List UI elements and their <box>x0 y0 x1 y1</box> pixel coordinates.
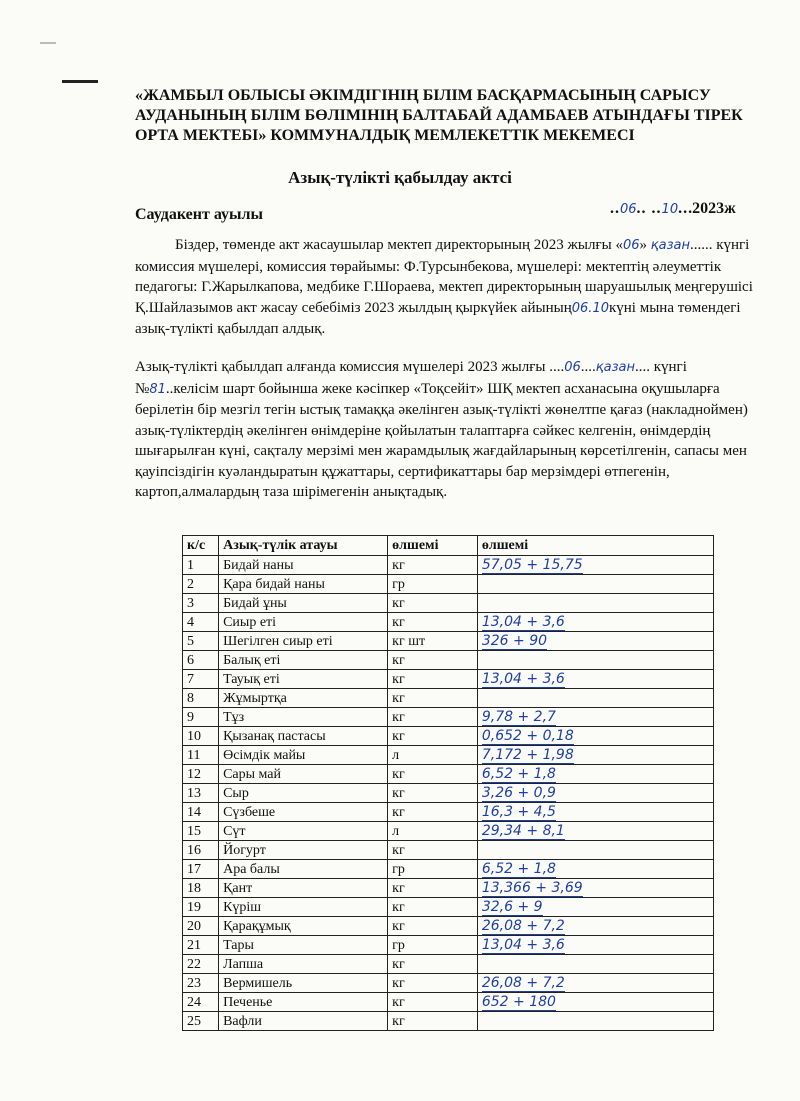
product-amount <box>477 1012 713 1031</box>
product-name: Бидай ұны <box>219 594 388 613</box>
product-amount <box>477 955 713 974</box>
table-row <box>183 879 714 898</box>
row-number: 17 <box>183 860 219 879</box>
product-name: Сүзбеше <box>219 803 388 822</box>
table-row <box>183 727 714 746</box>
product-name: Сары май <box>219 765 388 784</box>
product-unit: кг <box>388 784 478 803</box>
scan-mark <box>62 80 98 83</box>
row-number: 20 <box>183 917 219 936</box>
product-unit: кг <box>388 917 478 936</box>
product-unit: кг <box>388 803 478 822</box>
product-amount <box>477 556 713 575</box>
place-name: Саудакент ауылы <box>135 206 263 223</box>
product-amount <box>477 594 713 613</box>
table-row <box>183 746 714 765</box>
row-number: 24 <box>183 993 219 1012</box>
table-row <box>183 936 714 955</box>
product-amount <box>477 822 713 841</box>
product-unit: кг <box>388 708 478 727</box>
handwritten-amount: 16,3 + 4,5 <box>481 803 556 820</box>
date-day: 06 <box>620 202 637 217</box>
table-row <box>183 613 714 632</box>
row-number: 11 <box>183 746 219 765</box>
product-unit: л <box>388 746 478 765</box>
product-unit: кг <box>388 993 478 1012</box>
product-name: Сыр <box>219 784 388 803</box>
handwritten-amount: 0,652 + 0,18 <box>481 727 574 744</box>
header-amount: өлшемі <box>477 536 713 556</box>
product-name: Бидай наны <box>219 556 388 575</box>
product-name: Ара балы <box>219 860 388 879</box>
handwritten-amount: 29,34 + 8,1 <box>481 822 565 839</box>
product-name: Сиыр еті <box>219 613 388 632</box>
table-row <box>183 955 714 974</box>
product-unit: кг <box>388 727 478 746</box>
paragraph-commission: Біздер, төменде акт жасаушылар мектеп директорының 2023 жылғы «06» қазан...... күнгі комиссия мүшелері, комиссия төрайымы: Ф.Турсынбекова, мүшелері: мектептің әлеуметтік педагогы: Г.Жарылкапова, медбике Г.Шораева, мектеп директорының шаруашылық меңгерушісі Қ.Шайлазымов акт жасау себебіміз 2023 жылдың қыркүйек айының06.10күні мына төмендегі азық-түлікті қабылдап алдық. <box>135 237 753 337</box>
paragraph-acceptance: Азық-түлікті қабылдап алғанда комиссия мүшелері 2023 жылғы ....06....қазан.... күнгі №81..келісім шарт бойынша жеке кәсіпкер «Тоқсейіт» ШҚ мектеп асханасына оқушыларға берілетін бір мезгіл тегін ыстық тамаққа әкелінген азық-түлікті жөнелтпе қағаз (накладноймен) азық-түліктердің әкелінген өнімдеріне қойылатын талаптарға сәйкес келгенін, өнімдердің шығарылған күні, сақталу мерзімі мен жарамдылық жағдайларының көрсетілгенін, сапасы мен қауіпсіздігін куәландыратын құжаттары, сертификаттары бар мерзімдері өтпегенін, картоп,алмалардың таза шірімегенін анықтадық. <box>135 359 748 500</box>
row-number: 6 <box>183 651 219 670</box>
product-name: Шегілген сиыр еті <box>219 632 388 651</box>
product-amount <box>477 765 713 784</box>
product-amount <box>477 974 713 993</box>
product-unit: кг <box>388 689 478 708</box>
row-number: 2 <box>183 575 219 594</box>
product-amount <box>477 898 713 917</box>
product-amount <box>477 651 713 670</box>
handwritten-amount: 326 + 90 <box>481 632 548 649</box>
product-amount <box>477 841 713 860</box>
handwritten-amount: 13,04 + 3,6 <box>481 613 565 630</box>
product-name: Тұз <box>219 708 388 727</box>
product-unit: гр <box>388 860 478 879</box>
row-number: 4 <box>183 613 219 632</box>
table-row <box>183 765 714 784</box>
product-name: Қызанақ пастасы <box>219 727 388 746</box>
row-number: 16 <box>183 841 219 860</box>
row-number: 8 <box>183 689 219 708</box>
product-unit: кг <box>388 1012 478 1031</box>
row-number: 12 <box>183 765 219 784</box>
product-name: Сүт <box>219 822 388 841</box>
handwritten-amount: 26,08 + 7,2 <box>481 917 565 934</box>
product-amount <box>477 917 713 936</box>
scan-speck <box>40 42 56 44</box>
handwritten-amount: 13,04 + 3,6 <box>481 670 565 687</box>
handwritten-amount: 57,05 + 15,75 <box>481 556 583 573</box>
handwritten-date: 06.10 <box>571 300 609 316</box>
row-number: 25 <box>183 1012 219 1031</box>
handwritten-amount: 26,08 + 7,2 <box>481 974 565 991</box>
product-amount <box>477 670 713 689</box>
header-product: Азық-түлік атауы <box>219 536 388 556</box>
table-row <box>183 898 714 917</box>
product-amount <box>477 936 713 955</box>
product-amount <box>477 860 713 879</box>
product-amount <box>477 613 713 632</box>
product-name: Йогурт <box>219 841 388 860</box>
table-row <box>183 841 714 860</box>
product-unit: кг <box>388 765 478 784</box>
product-name: Тауық еті <box>219 670 388 689</box>
organization-name: «ЖАМБЫЛ ОБЛЫСЫ ӘКІМДІГІНІҢ БІЛІМ БАСҚАРМАСЫНЫҢ САРЫСУ АУДАНЫНЫҢ БІЛІМ БӨЛІМІНІҢ БАЛТАБАЙ АДАМБАЕВ АТЫНДАҒЫ ТІРЕК ОРТА МЕКТЕБІ» КОММУНАЛДЫҚ МЕМЛЕКЕТТІК МЕКЕМЕСІ <box>135 87 743 144</box>
product-name: Печенье <box>219 993 388 1012</box>
table-row <box>183 689 714 708</box>
row-number: 9 <box>183 708 219 727</box>
row-number: 23 <box>183 974 219 993</box>
product-unit: кг <box>388 670 478 689</box>
product-unit: кг <box>388 898 478 917</box>
product-unit: кг <box>388 556 478 575</box>
table-row <box>183 993 714 1012</box>
product-name: Қант <box>219 879 388 898</box>
handwritten-amount: 9,78 + 2,7 <box>481 708 556 725</box>
table-row <box>183 594 714 613</box>
product-unit: кг <box>388 651 478 670</box>
product-unit: л <box>388 822 478 841</box>
table-row <box>183 708 714 727</box>
handwritten-amount: 32,6 + 9 <box>481 898 543 915</box>
table-row <box>183 803 714 822</box>
row-number: 5 <box>183 632 219 651</box>
product-name: Лапша <box>219 955 388 974</box>
handwritten-day-2: 06 <box>564 360 581 375</box>
row-number: 15 <box>183 822 219 841</box>
row-number: 13 <box>183 784 219 803</box>
product-unit: кг <box>388 879 478 898</box>
table-row <box>183 822 714 841</box>
row-number: 10 <box>183 727 219 746</box>
product-amount <box>477 632 713 651</box>
table-row <box>183 575 714 594</box>
table-row <box>183 917 714 936</box>
handwritten-amount: 6,52 + 1,8 <box>481 765 556 782</box>
product-name: Вафли <box>219 1012 388 1031</box>
product-amount <box>477 689 713 708</box>
product-amount <box>477 784 713 803</box>
product-amount <box>477 708 713 727</box>
product-name: Жұмыртқа <box>219 689 388 708</box>
table-row <box>183 974 714 993</box>
product-unit: кг шт <box>388 632 478 651</box>
table-row <box>183 651 714 670</box>
handwritten-day: 06 <box>622 238 640 253</box>
handwritten-amount: 7,172 + 1,98 <box>481 746 574 763</box>
product-unit: гр <box>388 936 478 955</box>
product-name: Күріш <box>219 898 388 917</box>
handwritten-amount: 13,366 + 3,69 <box>481 879 583 896</box>
handwritten-contract-number: 81 <box>149 381 166 397</box>
row-number: 3 <box>183 594 219 613</box>
product-unit: гр <box>388 575 478 594</box>
product-unit: кг <box>388 974 478 993</box>
row-number: 21 <box>183 936 219 955</box>
table-row <box>183 1012 714 1031</box>
header-number: к/с <box>183 536 219 556</box>
date-year: .2023ж <box>688 200 736 217</box>
products-table <box>182 535 714 1031</box>
row-number: 22 <box>183 955 219 974</box>
table-row <box>183 556 714 575</box>
handwritten-amount: 652 + 180 <box>481 993 556 1010</box>
product-amount <box>477 575 713 594</box>
handwritten-amount: 3,26 + 0,9 <box>481 784 556 801</box>
row-number: 7 <box>183 670 219 689</box>
document-title: Азық-түлікті қабылдау актсі <box>288 168 512 187</box>
product-amount <box>477 803 713 822</box>
product-name: Қарақұмық <box>219 917 388 936</box>
product-name: Балық еті <box>219 651 388 670</box>
product-amount <box>477 727 713 746</box>
product-unit: кг <box>388 613 478 632</box>
product-amount <box>477 993 713 1012</box>
product-name: Қара бидай наны <box>219 575 388 594</box>
table-header-row <box>183 536 714 556</box>
header-unit: өлшемі <box>388 536 478 556</box>
product-unit: кг <box>388 841 478 860</box>
table-row <box>183 632 714 651</box>
table-row <box>183 860 714 879</box>
handwritten-amount: 13,04 + 3,6 <box>481 936 565 953</box>
table-row <box>183 670 714 689</box>
product-amount <box>477 879 713 898</box>
product-name: Вермишель <box>219 974 388 993</box>
date-month: 10 <box>661 202 679 217</box>
product-amount <box>477 746 713 765</box>
row-number: 14 <box>183 803 219 822</box>
product-unit: кг <box>388 955 478 974</box>
row-number: 19 <box>183 898 219 917</box>
handwritten-month: қазан <box>650 238 690 253</box>
table-row <box>183 784 714 803</box>
product-name: Тары <box>219 936 388 955</box>
product-unit: кг <box>388 594 478 613</box>
row-number: 1 <box>183 556 219 575</box>
product-name: Өсімдік майы <box>219 746 388 765</box>
handwritten-amount: 6,52 + 1,8 <box>481 860 556 877</box>
handwritten-month-2: қазан <box>595 360 635 375</box>
document-date: ..06.. ..10...2023ж <box>610 200 736 217</box>
row-number: 18 <box>183 879 219 898</box>
